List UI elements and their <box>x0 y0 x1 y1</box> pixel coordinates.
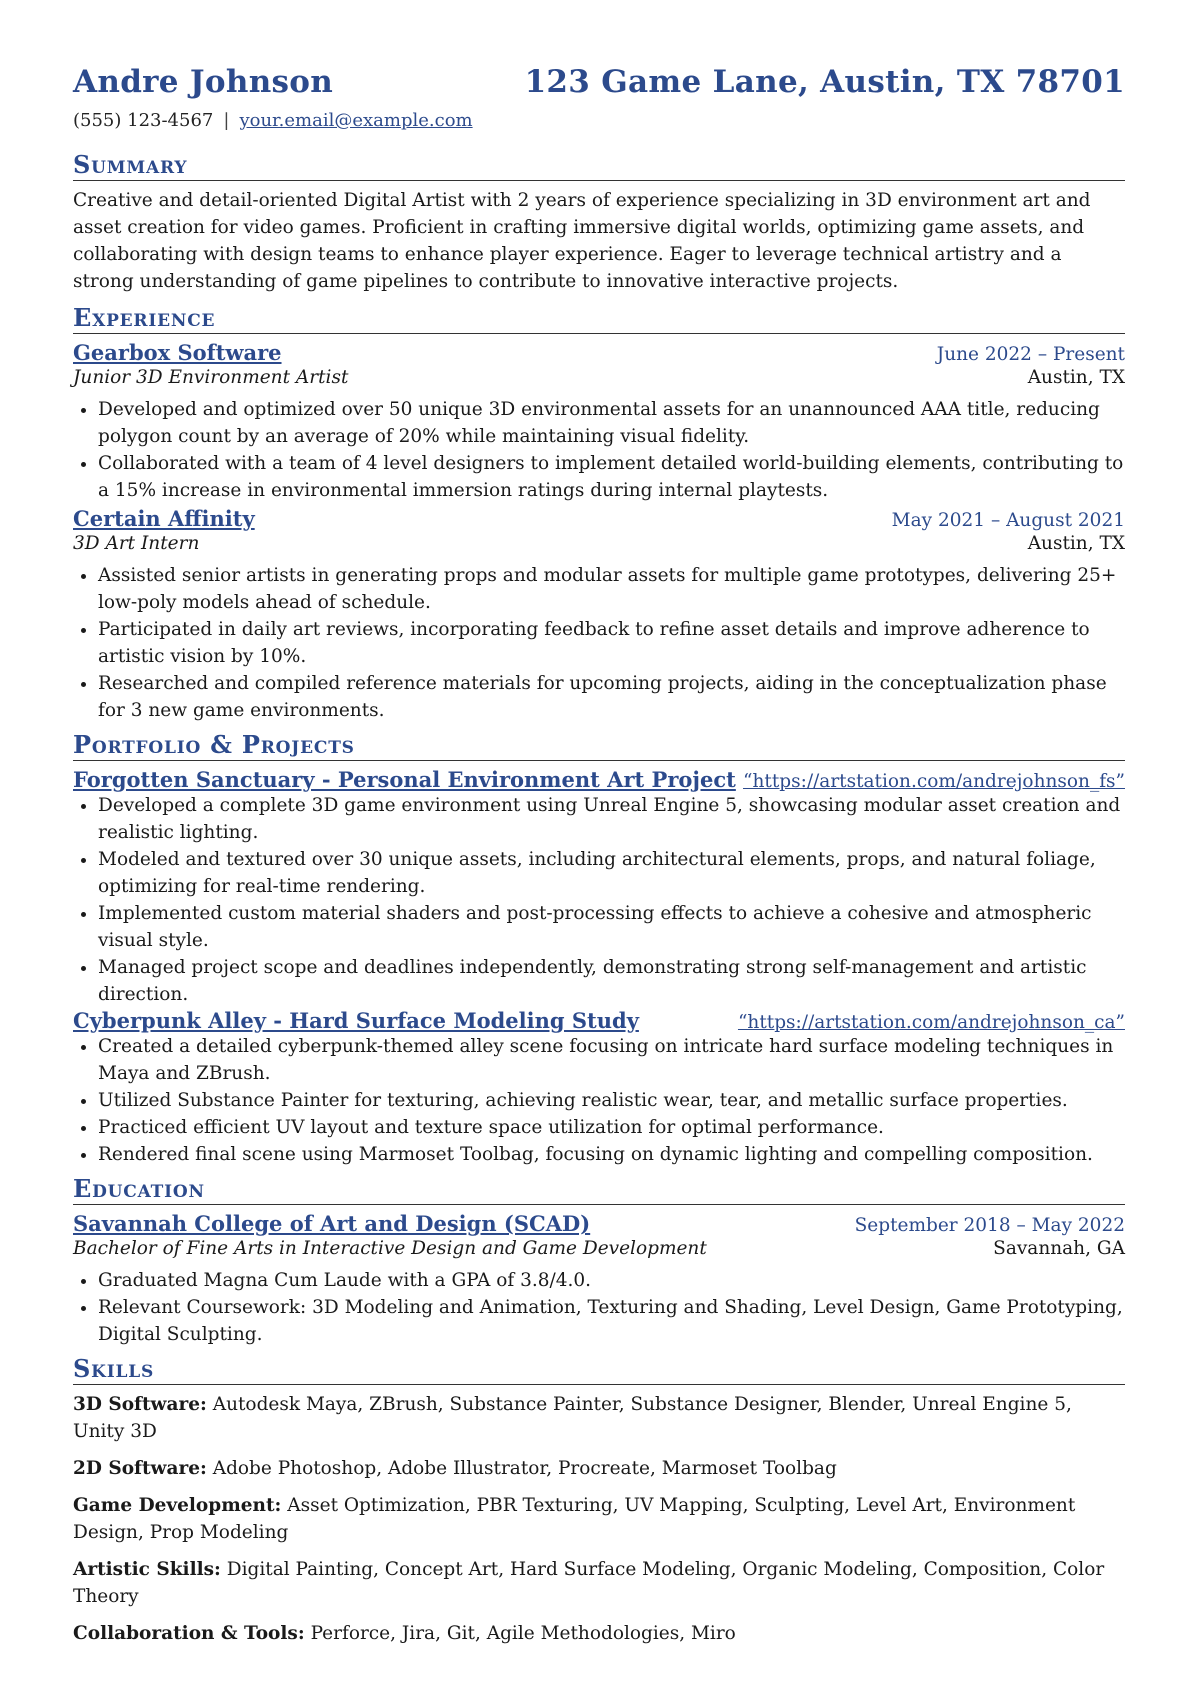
project-url[interactable]: “https://artstation.com/andrejohnson_ca” <box>737 1012 1125 1033</box>
list-item: • Utilized Substance Painter for texturing, achieving realistic wear, tear, and metallic surface properties. <box>98 1087 1125 1114</box>
section-title-summary: Summary <box>73 150 1125 181</box>
skill-label: 2D Software: <box>73 1458 207 1479</box>
project-bullets <box>73 792 1125 1008</box>
project-entry <box>73 767 1125 1008</box>
section-title-education: Education <box>73 1174 1125 1205</box>
list-item: • Developed and optimized over 50 unique 3D environmental assets for an unannounced AAA title, reducing polygon count by an average of 20% while maintaining visual fidelity. <box>98 396 1125 450</box>
job-dates: June 2022 – Present <box>936 344 1125 365</box>
list-item: • Assisted senior artists in generating props and modular assets for multiple game prototypes, delivering 25+ low-poly models ahead of schedule. <box>98 562 1125 616</box>
job-bullets <box>73 562 1125 724</box>
skill-value: Asset Optimization, PBR Texturing, UV Mapping, Sculpting, Level Art, Environment Design, Prop Modeling <box>73 1495 1076 1543</box>
job-entry <box>73 506 1125 724</box>
job-location: Austin, TX <box>1027 533 1125 554</box>
section-title-experience: Experience <box>73 303 1125 334</box>
summary-text: Creative and detail-oriented Digital Artist with 2 years of experience specializing in 3D environment art and asset creation for video games. Proficient in crafting immersive digital worlds, optimizing game assets, and collaborating with design teams to enhance player experience. Eager to leverage technical artistry and a strong understanding of game pipelines to contribute to innovative interactive projects. <box>73 190 1091 292</box>
company-name[interactable]: Certain Affinity <box>73 506 255 531</box>
skill-line <box>73 1492 1125 1546</box>
list-item: • Collaborated with a team of 4 level designers to implement detailed world-building elements, contributing to a 15% increase in environmental immersion ratings during internal playtests. <box>98 450 1125 504</box>
resume-page <box>73 0 1125 1657</box>
candidate-address: 123 Game Lane, Austin, TX 78701 <box>524 64 1125 100</box>
project-entry <box>73 1008 1125 1168</box>
job-bullets <box>73 396 1125 504</box>
school-name[interactable]: Savannah College of Art and Design (SCAD) <box>73 1211 591 1236</box>
education-bullets <box>73 1267 1125 1348</box>
list-item: • Developed a complete 3D game environment using Unreal Engine 5, showcasing modular asset creation and realistic lighting. <box>98 792 1125 846</box>
skill-label: Artistic Skills: <box>73 1559 221 1580</box>
skills-section <box>73 1354 1125 1647</box>
list-item: • Rendered final scene using Marmoset Toolbag, focusing on dynamic lighting and compelling composition. <box>98 1141 1125 1168</box>
skill-line <box>73 1391 1125 1445</box>
skill-value: Autodesk Maya, ZBrush, Substance Painter, Substance Designer, Blender, Unreal Engine 5, Unity 3D <box>73 1394 1072 1442</box>
list-item: • Practiced efficient UV layout and texture space utilization for optimal performance. <box>98 1114 1125 1141</box>
section-title-skills: Skills <box>73 1354 1125 1385</box>
email-link[interactable]: your.email@example.com <box>239 110 473 131</box>
education-dates: September 2018 – May 2022 <box>854 1215 1125 1236</box>
summary-section <box>73 150 1125 295</box>
list-item: • Managed project scope and deadlines independently, demonstrating strong self-management and artistic direction. <box>98 954 1125 1008</box>
skill-line <box>73 1556 1125 1610</box>
skill-value: Perforce, Jira, Git, Agile Methodologies, Miro <box>310 1623 736 1644</box>
list-item: • Graduated Magna Cum Laude with a GPA of 3.8/4.0. <box>98 1267 1125 1294</box>
contact-line <box>73 110 473 131</box>
skill-line <box>73 1455 1125 1482</box>
skill-label: Collaboration & Tools: <box>73 1623 305 1644</box>
company-name[interactable]: Gearbox Software <box>73 340 282 365</box>
education-location: Savannah, GA <box>993 1238 1125 1259</box>
project-url[interactable]: “https://artstation.com/andrejohnson_fs” <box>743 771 1125 792</box>
contact-separator: | <box>223 110 230 131</box>
list-item: • Modeled and textured over 30 unique assets, including architectural elements, props, and natural foliage, optimizing for real-time rendering. <box>98 846 1125 900</box>
job-entry <box>73 340 1125 504</box>
degree: Bachelor of Fine Arts in Interactive Design and Game Development <box>73 1238 707 1259</box>
education-section <box>73 1174 1125 1348</box>
project-bullets <box>73 1033 1125 1168</box>
list-item: • Relevant Coursework: 3D Modeling and Animation, Texturing and Shading, Level Design, Game Prototyping, Digital Sculpting. <box>98 1294 1125 1348</box>
projects-section <box>73 730 1125 1168</box>
job-role: Junior 3D Environment Artist <box>73 367 349 388</box>
list-item: • Created a detailed cyberpunk-themed alley scene focusing on intricate hard surface modeling techniques in Maya and ZBrush. <box>98 1033 1125 1087</box>
section-title-projects: Portfolio & Projects <box>73 730 1125 761</box>
list-item: • Researched and compiled reference materials for upcoming projects, aiding in the conceptualization phase for 3 new game environments. <box>98 670 1125 724</box>
candidate-name: Andre Johnson <box>73 64 334 100</box>
skill-value: Digital Painting, Concept Art, Hard Surface Modeling, Organic Modeling, Composition, Color Theory <box>73 1559 1105 1607</box>
project-name[interactable]: Forgotten Sanctuary - Personal Environment Art Project <box>73 767 736 792</box>
job-role: 3D Art Intern <box>73 533 200 554</box>
skill-label: Game Development: <box>73 1495 282 1516</box>
phone-number: (555) 123-4567 <box>73 110 214 131</box>
resume-header <box>73 0 1125 150</box>
job-location: Austin, TX <box>1027 367 1125 388</box>
job-dates: May 2021 – August 2021 <box>891 510 1125 531</box>
skill-value: Adobe Photoshop, Adobe Illustrator, Procreate, Marmoset Toolbag <box>212 1458 837 1479</box>
skill-line <box>73 1620 1125 1647</box>
list-item: • Participated in daily art reviews, incorporating feedback to refine asset details and improve adherence to artistic vision by 10%. <box>98 616 1125 670</box>
skill-label: 3D Software: <box>73 1394 207 1415</box>
experience-section <box>73 303 1125 724</box>
list-item: • Implemented custom material shaders and post-processing effects to achieve a cohesive and atmospheric visual style. <box>98 900 1125 954</box>
project-name[interactable]: Cyberpunk Alley - Hard Surface Modeling Study <box>73 1008 639 1033</box>
